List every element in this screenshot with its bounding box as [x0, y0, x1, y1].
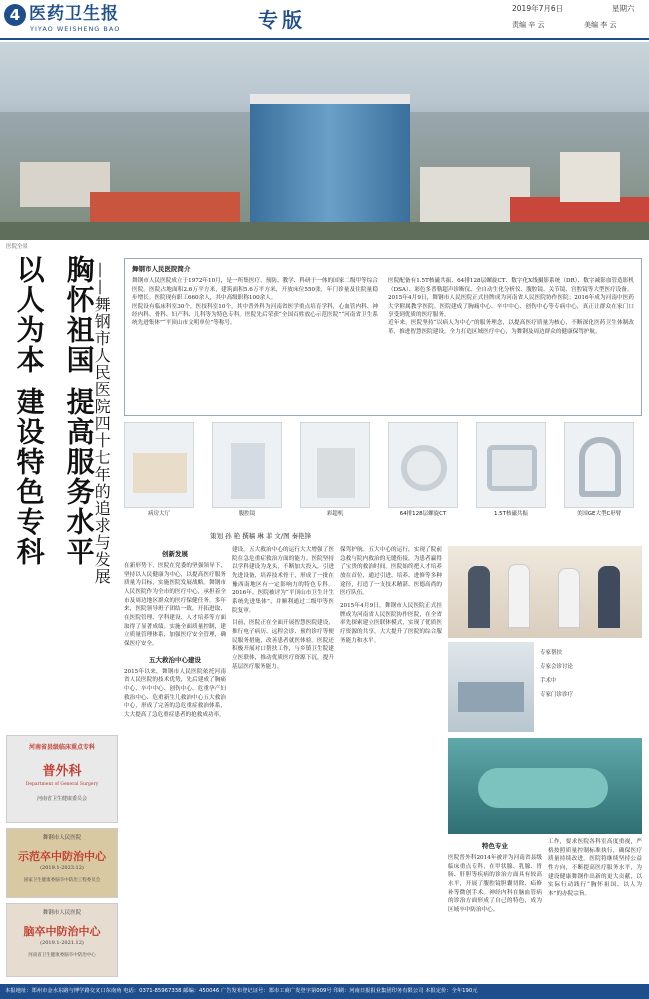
plaque-line: 脑卒中防治中心: [23, 924, 101, 938]
intro-paragraph: 医院设有临床科室30个，医技科室10个，其中普外科为河南省医学重点培育学科，心血管内科、神经内科、骨科、妇产科、儿科等为特色专科。医院先后荣获“全国百姓放心示范医院”“河南省卫生系统先进集体”“平顶山市文明单位”等称号。: [132, 303, 378, 327]
article-paragraph: 2015年以来，舞钢市人民医院依托河南省人民医院的技术优势，先后建成了胸痛中心、卒中中心、创伤中心、危重孕产妇救治中心、危重新生儿救治中心五大救治中心，形成了完善的急危重症救治体系，大大提高了急危重症患者的抢救成功率。: [124, 668, 226, 718]
photo-consultation: [448, 642, 534, 732]
article-column-5: [548, 838, 642, 978]
plaque-line: 河南省卫生健康委员会: [36, 796, 87, 803]
article-paragraph: 建设。五大救治中心的运行大大增强了医院在急危重症救治方面的能力。医院坚持以学科建设为龙头，不断加大投入，引进先进设备，培养技术骨干，形成了一批在豫西南地区有一定影响力的特色专科。2016年，医院被评为“平顶山市卫生计生系统先进集体”，并顺利通过二级甲等医院复审。: [232, 547, 334, 614]
headline-subtitle: ——舞钢市人民医院四十七年的追求与发展: [92, 262, 112, 585]
headline-line2: 以人为本 建设特色专科: [12, 255, 46, 567]
equipment-photo: [212, 422, 282, 508]
plaque-line: 示范卒中防治中心: [18, 849, 106, 863]
equipment-photo: [300, 422, 370, 508]
equipment-caption: 腹腔镜: [238, 511, 256, 517]
hospital-intro-box: [124, 258, 642, 416]
article-paragraph: 医院普外科2014年被评为河南省县级临床重点专科，在甲状腺、乳腺、胃肠、肝胆等疾病的诊治方面具有较高水平，开展了腹腔镜胆囊切除、疝修补等微创手术。神经内科在脑血管病的诊治方面形成了自己的特色，成为区域卒中防治中心。: [448, 855, 542, 913]
equipment-item: [300, 422, 370, 524]
photo-caption: 专家帮扶: [540, 650, 563, 656]
equipment-item: [124, 422, 194, 524]
intro-paragraph: 近年来，医院坚持“以病人为中心”的服务理念，以提高医疗质量为核心，不断深化医药卫生体制改革，推进智慧医院建设，全力打造区域医疗中心，为舞钢及周边群众的健康保驾护航。: [388, 320, 634, 335]
paper-pinyin: YIYAO WEISHENG BAO: [30, 25, 121, 33]
intro-paragraph: 医院配备有1.5T核磁共振、64排128层螺旋CT、数字化X线摄影系统（DR）、数字减影血管造影机（DSA）、彩色多普勒超声诊断仪、全自动生化分析仪、腹腔镜、关节镜、宫腔镜等大型医疗设备。: [388, 278, 634, 293]
intro-paragraph: 2015年4月9日，舞钢市人民医院正式挂牌成为河南省人民医院协作医院；2016年成为河南中医药大学附属教学医院。医院建成了胸痛中心、卒中中心、创伤中心等专病中心，真正让群众在家门口享受到优质的医疗服务。: [388, 295, 634, 318]
photo-surgery: [448, 738, 642, 834]
photo-caption: 手术中: [540, 678, 557, 684]
article-column-4: [448, 838, 542, 978]
intro-paragraph: 舞钢市人民医院成立于1972年10月，是一所集医疗、预防、教学、科研于一体的国家二级甲等综合医院。医院占地面积2.6万平方米，建筑面积5.6万平方米，开放床位550张，年门诊量及住院量稳步增长。医院现有职工660余人，其中高级职称100余人。: [132, 278, 378, 302]
editor: 责编 辛 云: [512, 21, 545, 29]
equipment-photo: [476, 422, 546, 508]
plaque-stroke-center: [6, 903, 118, 977]
article-column-1: [124, 546, 226, 978]
section-heading: 创新发展: [162, 550, 188, 558]
designer: 美编 李 云: [584, 21, 617, 29]
article-column-3: [340, 546, 442, 978]
plaque-general-surgery: [6, 735, 118, 823]
section-heading: 五大救治中心建设: [149, 655, 201, 664]
photo-credit: 医院全景: [6, 244, 29, 250]
article-credits: 策划 孙 艳 撰稿 琳 菲 文/图 秦艳锋: [210, 532, 312, 540]
plaque-stroke-demo-center: [6, 828, 118, 898]
paper-title: 医药卫生报: [29, 4, 119, 24]
plaque-line: 河南省县级临床重点专科: [28, 744, 95, 751]
page-number: 4: [4, 4, 26, 26]
article-paragraph: 保驾护航。五大中心的运行，实现了院前急救与院内救治的无缝衔接，为患者赢得了宝贵的救治时间。医院始终把人才培养放在首位，通过引进、培养、进修等多种途径，打造了一支技术精湛、医德高尚的医疗队伍。: [340, 547, 442, 597]
plaque-line: 国家卫生健康委脑卒中防治工程委员会: [23, 878, 101, 884]
plaque-line: 舞钢市人民医院: [42, 835, 82, 841]
photo-caption: 专家会诊讨论: [540, 664, 574, 670]
section-title: 专版: [258, 8, 306, 32]
equipment-caption: 病房大厅: [147, 511, 170, 517]
equipment-photo: [124, 422, 194, 508]
hospital-panorama-photo: [0, 42, 649, 240]
article-column-2: [232, 546, 334, 978]
plaque-line: 舞钢市人民医院: [42, 910, 82, 916]
article-paragraph: 2015年4月9日，舞钢市人民医院正式挂牌成为河南省人民医院协作医院，在全省率先探索建立医联体模式，实现了优质医疗资源的共享，大大提升了医院的综合服务能力和水平。: [340, 602, 442, 644]
equipment-caption: 彩超机: [326, 511, 344, 517]
issue-date: 2019年7月6日: [512, 4, 564, 13]
issue-weekday: 星期六: [612, 4, 635, 13]
plaque-line: (2019.1-2023.12): [40, 864, 84, 871]
page-footer: 本报地址：郑州市金水东路与博学路交叉口东南角 电话：0371-85967338 邮编：450046 广告发布登记证号：郑市工商广发登字第009号 印刷：河南日报报业集团印务有限公司 本报定价：全年190元: [0, 984, 649, 999]
intro-title: 舞钢市人民医院简介: [132, 265, 191, 273]
plaque-line: Department of General Surgery: [25, 781, 99, 787]
equipment-item: [212, 422, 282, 524]
headline-line1: 胸怀祖国 提高服务水平: [62, 255, 96, 567]
equipment-caption: 64排128层螺旋CT: [399, 511, 447, 517]
article-paragraph: 在新形势下，医院在党委的坚强领导下，坚持以人民健康为中心，以提高医疗服务质量为目标，实施医院发展战略。舞钢市人民医院作为全市的医疗中心，承担着全市及周边地区群众的医疗保健任务。多年来，医院领导班子团结一致，开拓进取，在医院管理、学科建设、人才培养等方面取得了显著成绩。实施全面质量控制，建立质量管理体系，加强医疗安全管理，确保医疗安全。: [124, 563, 226, 647]
equipment-caption: 1.5T核磁共振: [493, 511, 529, 517]
equipment-item: [388, 422, 458, 524]
equipment-caption: 美国GE大型C形臂: [576, 511, 622, 517]
plaque-line: 河南省卫生健康委脑卒中防治中心: [28, 953, 96, 959]
photo-caption: 专家门诊诊疗: [540, 692, 574, 698]
equipment-strip: [124, 422, 642, 524]
equipment-item: [476, 422, 546, 524]
equipment-item: [564, 422, 634, 524]
article-paragraph: 目前，医院正在全面开展智慧医院建设，推行电子病历、远程会诊、预约诊疗等便民服务措施，改善患者就医体验。医院还积极开展对口帮扶工作，与乡镇卫生院建立医联体，推动优质医疗资源下沉，提升基层医疗服务能力。: [232, 620, 334, 670]
section-heading: 特色专业: [482, 842, 508, 850]
equipment-photo: [564, 422, 634, 508]
plaque-line: 普外科: [42, 763, 82, 779]
plaque-line: (2019.1-2021.12): [40, 939, 84, 946]
page-header: [0, 0, 649, 40]
photo-expert-support: [448, 546, 642, 638]
article-paragraph: 工作，要求医院各科室高度重视，严格按照质量控制标准执行，确保医疗质量持续改进。医院将继续坚持公益性方向，不断提高医疗服务水平，为建设健康舞钢作出新的更大贡献，以实际行动践行“胸怀祖国、以人为本”的办院宗旨。: [548, 839, 642, 897]
equipment-photo: [388, 422, 458, 508]
